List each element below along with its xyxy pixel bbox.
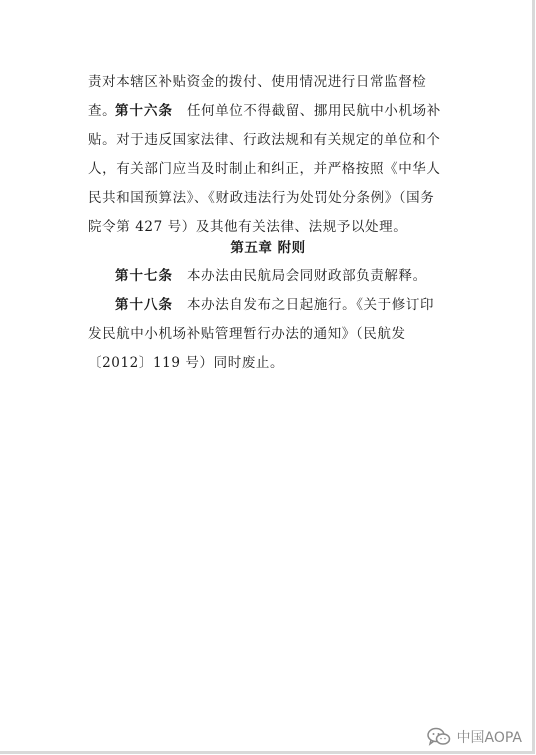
article-17-heading: 第十七条 bbox=[115, 268, 173, 284]
article-17-body: 本办法由民航局会同财政部负责解释。 bbox=[187, 268, 427, 284]
continuation-text: 责对本辖区补贴资金的拨付、使用情况进行日常监督检查。 bbox=[88, 74, 427, 119]
watermark bbox=[427, 727, 522, 747]
article-18 bbox=[88, 291, 448, 378]
article-16-heading: 第十六条 bbox=[115, 103, 173, 119]
article-18-heading: 第十八条 bbox=[115, 297, 173, 313]
chapter-5-title: 第五章 附则 bbox=[230, 240, 306, 256]
wechat-icon bbox=[427, 727, 451, 747]
article-18-body: 本办法自发布之日起施行。《关于修订印发民航中小机场补贴管理暂行办法的通知》（民航发〔2012〕119 号）同时废止。 bbox=[88, 297, 435, 371]
article-17 bbox=[88, 262, 448, 291]
article-16-body: 任何单位不得截留、挪用民航中小机场补贴。对于违反国家法律、行政法规和有关规定的单位和个人，有关部门应当及时制止和纠正，并严格按照《中华人民共和国预算法》、《财政违法行为处罚处分条例》（国务院令第 427 号）及其他有关法律、法规予以处理。 bbox=[88, 103, 441, 235]
watermark-text: 中国AOPA bbox=[456, 730, 522, 746]
article-16 bbox=[88, 97, 448, 242]
